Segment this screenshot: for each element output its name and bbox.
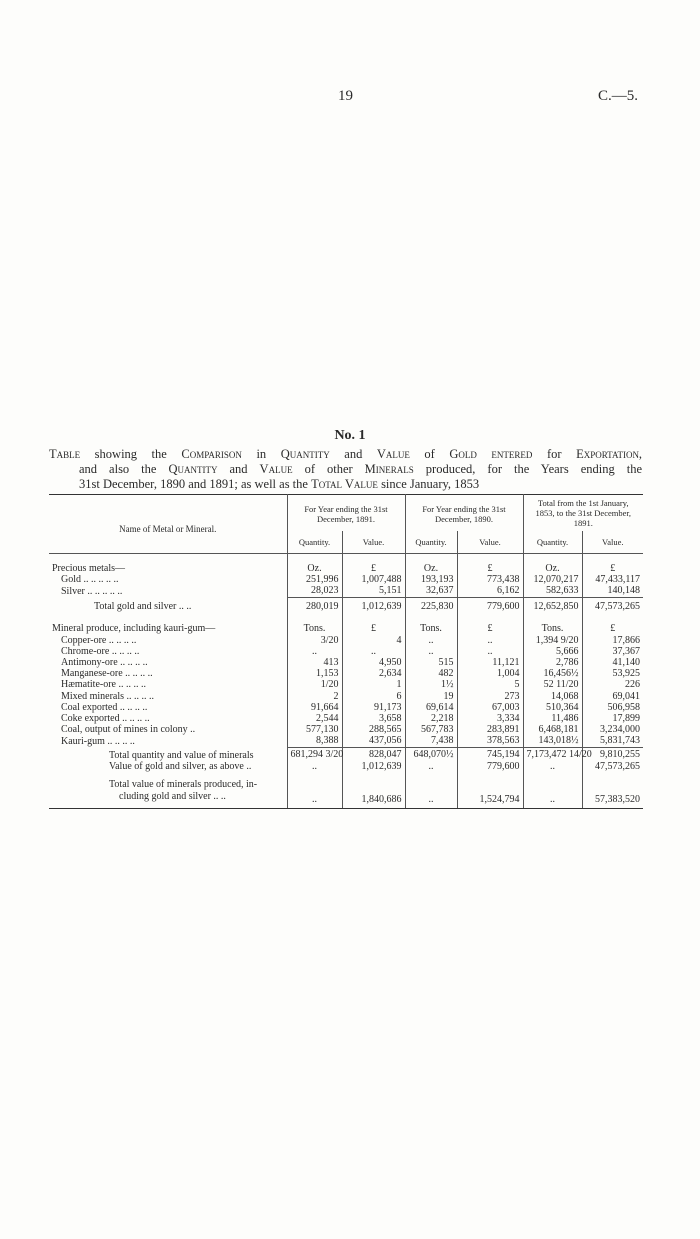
table-row: cluding gold and silver .. .. .. 1,840,686 .. 1,524,794 .. 57,383,520 [49, 791, 643, 809]
table-row: Mineral produce, including kauri-gum— Tons. £ Tons. £ Tons. £ [49, 623, 643, 634]
table-row: Coke exported .. .. .. .. 2,544 3,658 2,218 3,334 11,486 17,899 [49, 713, 643, 724]
table-row: Silver .. .. .. .. .. 28,023 5,151 32,637 6,162 582,633 140,148 [49, 585, 643, 597]
table-row: Precious metals— Oz. £ Oz. £ Oz. £ [49, 563, 643, 574]
caption-line-1: Table showing the Comparison in Quantity and Value of Gold entered for Exportation, [49, 447, 643, 461]
section-heading: Mineral produce, including kauri-gum— [52, 623, 216, 635]
table-row: Total quantity and value of minerals 681,294 3/20 828,047 648,070½ 745,194 7,173,472 14/20 9,810,255 [49, 747, 643, 761]
table-row: Chrome-ore .. .. .. .. .. .. .. .. 5,666 37,367 [49, 646, 643, 657]
table-row: Gold .. .. .. .. .. 251,996 1,007,488 193,193 773,438 12,070,217 47,433,117 [49, 574, 643, 585]
value-header-1891: Value. [342, 531, 405, 554]
table-row: Total value of minerals produced, in- [49, 779, 643, 790]
table-row: Coal exported .. .. .. .. 91,664 91,173 69,614 67,003 510,364 506,958 [49, 702, 643, 713]
table-caption [49, 447, 642, 492]
table-row: Hæmatite-ore .. .. .. .. 1/20 1 1½ 5 52 11/20 226 [49, 679, 643, 690]
quantity-header-1890: Quantity. [405, 531, 457, 554]
value-header-1890: Value. [457, 531, 523, 554]
table-row: Copper-ore .. .. .. .. 3/20 4 .. .. 1,394 9/20 17,866 [49, 635, 643, 646]
minerals-table [49, 494, 643, 809]
table-row: Total gold and silver .. .. 280,019 1,012,639 225,830 779,600 12,652,850 47,573,265 [49, 597, 643, 616]
name-column-header: Name of Metal or Mineral. [49, 495, 287, 554]
table-row: Coal, output of mines in colony .. 577,130 288,565 567,783 283,891 6,468,181 3,234,000 [49, 724, 643, 735]
page-number: 19 [338, 88, 353, 104]
table-row: Value of gold and silver, as above .. .. 1,012,639 .. 779,600 .. 47,573,265 [49, 761, 643, 772]
quantity-header-1891: Quantity. [287, 531, 342, 554]
col-group-1890: For Year ending the 31st December, 1890. [405, 495, 523, 532]
table-number: No. 1 [334, 428, 366, 443]
col-group-1891: For Year ending the 31st December, 1891. [287, 495, 405, 532]
quantity-header-total: Quantity. [523, 531, 582, 554]
table-row: Mixed minerals .. .. .. .. 2 6 19 273 14,068 69,041 [49, 691, 643, 702]
document-reference: C.—5. [598, 88, 639, 104]
section-heading: Precious metals— [52, 563, 126, 574]
col-group-total: Total from the 1st January, 1853, to the 31st December, 1891. [523, 495, 643, 532]
table-row: Manganese-ore .. .. .. .. 1,153 2,634 482 1,004 16,456½ 53,925 [49, 668, 643, 679]
table-row: Antimony-ore .. .. .. .. 413 4,950 515 11,121 2,786 41,140 [49, 657, 643, 668]
caption-rest: and also the Quantity and Value of other Minerals produced, for the Years ending the 31st December, 1890 and 1891; as well as the Total Value since January, 1853 [79, 462, 642, 491]
value-header-total: Value. [582, 531, 643, 554]
table-row: Kauri-gum .. .. .. .. 8,388 437,056 7,438 378,563 143,018½ 5,831,743 [49, 735, 643, 747]
